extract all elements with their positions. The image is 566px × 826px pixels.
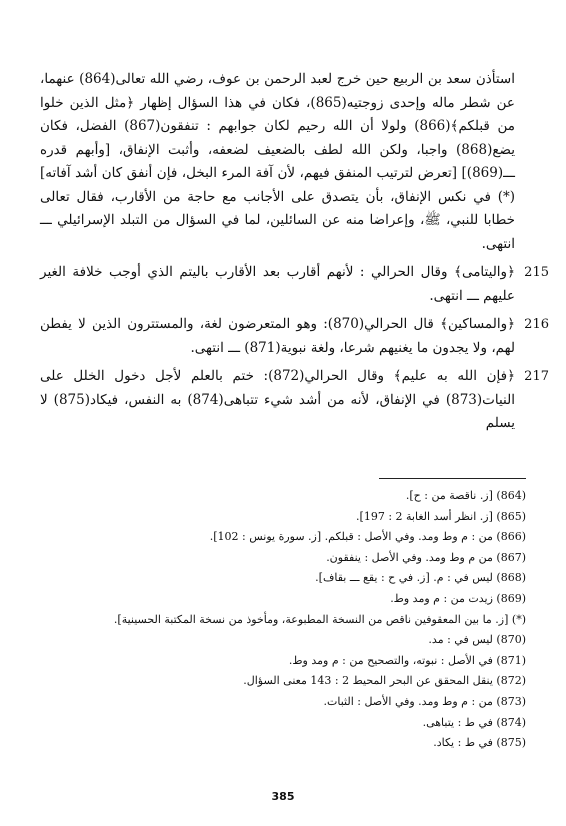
entry-text: ﴿والمساكين﴾ قال الحرالي(870): وهو المتعرضون لغة، والمستترون الذين لا يفطن لهم، ولا يجدون ما يغنيهم شرعا، ولغة نبوية(871) ـــ انتهى. (40, 316, 516, 356)
footnote: (868) ليس في : م. [ز. في ح : يقع ـــ بقاف]. (315, 571, 526, 585)
footnote: (875) في ط : يكاد. (433, 736, 526, 750)
footnote: (864) [ز. ناقصة من : ح]. (405, 489, 526, 502)
footnote: (865) [ز. انظر أسد الغابة 2 : 197]. (356, 509, 526, 523)
footnote: (873) من : م وط ومد. وفي الأصل : الثبات. (323, 694, 526, 708)
entry-number: 215 (524, 265, 549, 280)
entry-number: 217 (524, 369, 549, 384)
entry-215 (40, 261, 549, 308)
footnotes (60, 486, 526, 754)
footnote: (872) ينقل المحقق عن البحر المحيط 2 : 143 معنى السؤال. (243, 674, 526, 688)
page-number: 385 (271, 790, 295, 803)
footnote: (871) في الأصل : نبوته، والتصحيح من : م ومد وط. (288, 653, 526, 667)
entry-217 (40, 365, 549, 436)
footnote: (870) ليس في : مد. (428, 633, 526, 647)
footnote: (866) من : م وط ومد. وفي الأصل : قبلكم. [ز. سورة يونس : 102]. (209, 530, 526, 544)
footnote: (*) [ز. ما بين المعقوفين ناقص من النسخة المطبوعة، ومأخوذ من نسخة المكتبة الحسينية]. (113, 612, 526, 626)
continuation-paragraph: استأذن سعد بن الربيع حين خرج لعبد الرحمن بن عوف، رضي الله تعالى(864) عنهما، عن شطر ماله وإحدى زوجتيه(865)، فكان في هذا السؤال إظهار ﴿مثل الذين خلوا من قبلكم﴾(866) ولولا أن الله رحيم لكان جوابهم : تنفقون(867) الفضل، فكان يضع(868) واجبا، ولكن الله لطف بالضعيف لضعفه، وأثبت الإنفاق، [وأبهم قدره ـــ(869)] [تعرض لترتيب المنفق فيهم، لأن آفة المرء البخل، فإن أنفق كان أشد آفاته](*) في نكس الإنفاق، بأن يتصدق على الأجانب مع حاجة من الأقارب، فقال تعالى خطابا للنبي، ﷺ، وإعراضا منه عن السائلين، لما في السؤال من التبلد الإسرائيلي ـــ انتهى. (40, 71, 515, 252)
entry-216 (40, 313, 549, 360)
entry-text: ﴿واليتامى﴾ وقال الحرالي : لأنهم أقارب بعد الأقارب باليتم الذي أوجب خلافة الغير عليهم ـــ انتهى. (40, 264, 515, 304)
footnote: (869) زيدت من : م ومد وط. (390, 591, 526, 605)
footnote-separator (379, 478, 526, 479)
entry-text: ﴿فإن الله به عليم﴾ وقال الحرالي(872): ختم بالعلم لأجل دخول الخلل على النيات(873) في الإنفاق، لأنه من أشد شيء تتباهى(874) به النفس، فيكاد(875) لا يسلم (40, 368, 515, 431)
footnote: (867) من م وط ومد. وفي الأصل : ينفقون. (326, 550, 526, 564)
footnote: (874) في ط : يتباهى. (422, 715, 526, 729)
main-text (40, 68, 549, 436)
entry-number: 216 (524, 317, 549, 332)
